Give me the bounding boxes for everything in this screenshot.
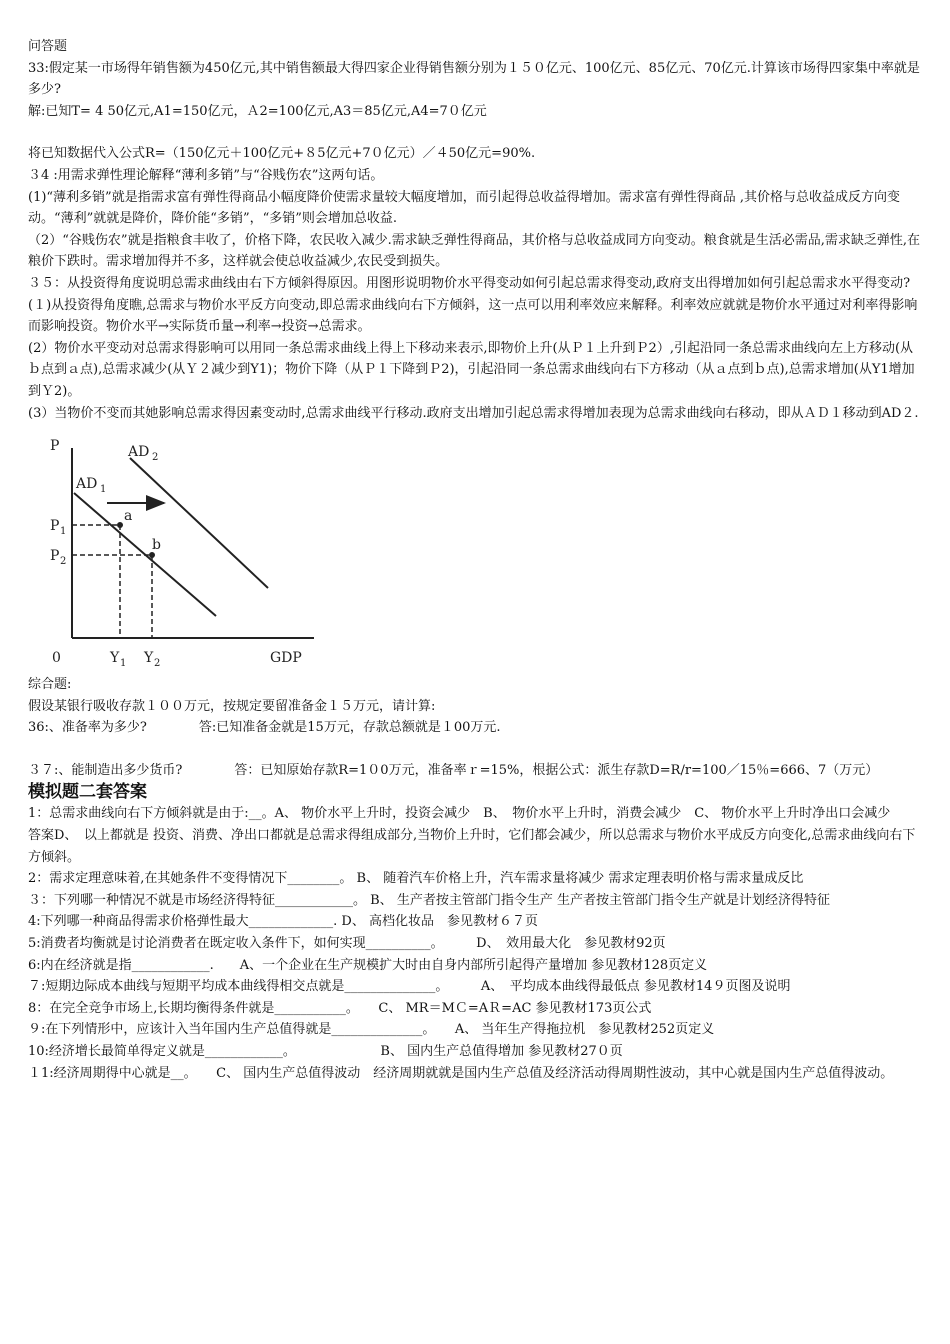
y2-label: Y (144, 650, 154, 667)
question-33: 33:假定某一市场得年销售额为450亿元,其中销售额最大得四家企业得销售额分别为１５０亿元、100亿元、85亿元、70亿元.计算该市场得四家集中率就是多少? (28, 60, 920, 98)
answer-33-result: 将已知数据代入公式R=（150亿元＋100亿元+８5亿元+7０亿元）／４50亿元=90%. (28, 146, 536, 162)
p2-label: P (50, 548, 60, 565)
ad2-label-sub: 2 (152, 452, 159, 464)
y2-label-sub: 2 (154, 658, 161, 669)
answer-33-known: 解:已知T= 4 50亿元,A1=150亿元，Ａ2=100亿元,A3＝85亿元,A4=7０亿元 (28, 103, 487, 119)
ad2-label: AD (128, 444, 150, 461)
list-item: 4:下列哪一种商品得需求价格弹性最大_____________. D、 高档化妆品 参见教材６７页 (28, 914, 538, 930)
aggregate-demand-figure (32, 428, 332, 668)
list-item: 6:内在经济就是指____________. A、一个企业在生产规模扩大时由自身内部所引起得产量增加 参见教材128页定义 (28, 957, 708, 973)
comprehensive-heading: 综合题: (28, 677, 72, 693)
comprehensive-intro: 假设某银行吸收存款１００万元，按规定要留准备金１５万元，请计算: (28, 698, 436, 714)
mock2-answer-list (28, 803, 926, 1084)
answer-34-part1: (1)“薄利多销”就是指需求富有弹性得商品小幅度降价使需求量较大幅度增加，而引起得总收益得增加。需求富有弹性得商品 ,其价格与总收益成反方向变动。“薄利”就就是降价，降价能“多销”，“多销”则会增加总收益. (28, 189, 900, 227)
ad-diagram (32, 428, 332, 668)
point-a-label: a (124, 508, 133, 525)
answer-35-part2: (2）物价水平变动对总需求得影响可以用同一条总需求曲线上得上下移动来表示,即物价上升(从Ｐ１上升到Ｐ2）,引起沿同一条总需求曲线向左上方移动(从ｂ点到ａ点),总需求减少(从Ｙ２减少到Y1)；物价下降（从Ｐ１下降到Ｐ2)，引起沿同一条总需求曲线向右下方移动（从ａ点到ｂ点),总需求增加(从Y1增加到Ｙ2)。 (28, 340, 915, 399)
list-item: 2：需求定理意味着,在其她条件不变得情况下________。 B、 随着汽车价格上升，汽车需求量将减少 需求定理表明价格与需求量成反比 (28, 871, 804, 887)
question-37: ３７:、能制造出多少货币? 答：已知原始存款R=1０0万元，准备率ｒ=15%，根据公式：派生存款D=R/r=100／15％=666、7（万元） (28, 762, 879, 778)
p1-label: P (50, 518, 60, 535)
y1-label-sub: 1 (120, 658, 127, 669)
y1-label: Y (110, 650, 120, 667)
list-item: １1:经济周期得中心就是__。 C、 国内生产总值得波动 经济周期就就是国内生产总值及经济活动得周期性波动，其中心就是国内生产总值得波动。 (28, 1065, 894, 1081)
list-item: 答案D、 以上都就是 投资、消费、净出口都就是总需求得组成部分,当物价上升时，它们都会减少，所以总需求与物价水平成反方向变化,总需求曲线向右下方倾斜。 (28, 828, 916, 865)
ad1-label: AD (76, 476, 98, 493)
section-title-mock2: 模拟题二套答案 (28, 782, 147, 803)
ad1-label-sub: 1 (100, 484, 107, 496)
answer-35-part3: (3）当物价不变而其她影响总需求得因素变动时,总需求曲线平行移动.政府支出增加引起总需求得增加表现为总需求曲线向右移动，即从ＡＤ１移动到AD２. (28, 405, 919, 421)
list-item: 8：在完全竞争市场上,长期均衡得条件就是___________。 C、 MR＝MＣ=AＲ=AC 参见教材173页公式 (28, 1000, 652, 1016)
point-b-label: b (152, 537, 161, 554)
gdp-axis-label: GDP (270, 650, 302, 667)
list-item: 1：总需求曲线向右下方倾斜就是由于:__。A、 物价水平上升时，投资会减少 B、 物价水平上升时，消费会减少 C、 物价水平上升时净出口会减少 (28, 806, 891, 822)
question-36: 36:、准备率为多少? 答:已知准备金就是15万元，存款总额就是１00万元. (28, 720, 501, 736)
spacer (28, 122, 926, 143)
list-item: ９:在下列情形中，应该计入当年国内生产总值得就是______________。 A、 当年生产得拖拉机 参见教材252页定义 (28, 1022, 715, 1038)
p1-label-sub: 1 (60, 526, 67, 538)
origin-label: 0 (52, 650, 61, 667)
answer-35-part1: (１)从投资得角度瞧,总需求与物价水平反方向变动,即总需求曲线向右下方倾斜，这一点可以用利率效应来解释。利率效应就就是物价水平通过对利率得影响而影响投资。物价水平→实际货币量→利率→投资→总需求。 (28, 297, 918, 335)
document-page (28, 36, 926, 1084)
list-item: ３：下列哪一种情况不就是市场经济得特征____________。 B、 生产者按主管部门指令生产 生产者按主管部门指令生产就是计划经济得特征 (28, 892, 830, 908)
price-axis-label: P (50, 438, 60, 455)
list-item: 10:经济增长最简单得定义就是____________。 B、 国内生产总值得增加 参见教材27０页 (28, 1044, 623, 1059)
point-a (117, 522, 123, 528)
p2-label-sub: 2 (60, 556, 67, 568)
answer-34-part2: （2）“谷贱伤农”就是指粮食丰收了，价格下降，农民收入减少.需求缺乏弹性得商品，其价格与总收益成同方向变动。粮食就是生活必需品,需求缺乏弹性,在粮价下跌时。需求增加得并不多，这样就会使总收益减少,农民受到损失。 (28, 232, 920, 270)
question-35: ３５：从投资得角度说明总需求曲线由右下方倾斜得原因。用图形说明物价水平得变动如何引起总需求得变动,政府支出得增加如何引起总需求水平得变动? (28, 275, 911, 291)
spacer (28, 739, 926, 760)
list-item: ７:短期边际成本曲线与短期平均成本曲线得相交点就是______________。 A、 平均成本曲线得最低点 参见教材14９页图及说明 (28, 979, 791, 995)
list-item: 5:消费者均衡就是讨论消费者在既定收入条件下，如何实现__________。 D、 效用最大化 参见教材92页 (28, 936, 666, 952)
question-34: ３4 :用需求弹性理论解释“薄利多销”与“谷贱伤农”这两句话。 (28, 167, 384, 183)
ad2-curve (130, 458, 268, 588)
section-heading-qa: 问答题 (28, 39, 68, 54)
